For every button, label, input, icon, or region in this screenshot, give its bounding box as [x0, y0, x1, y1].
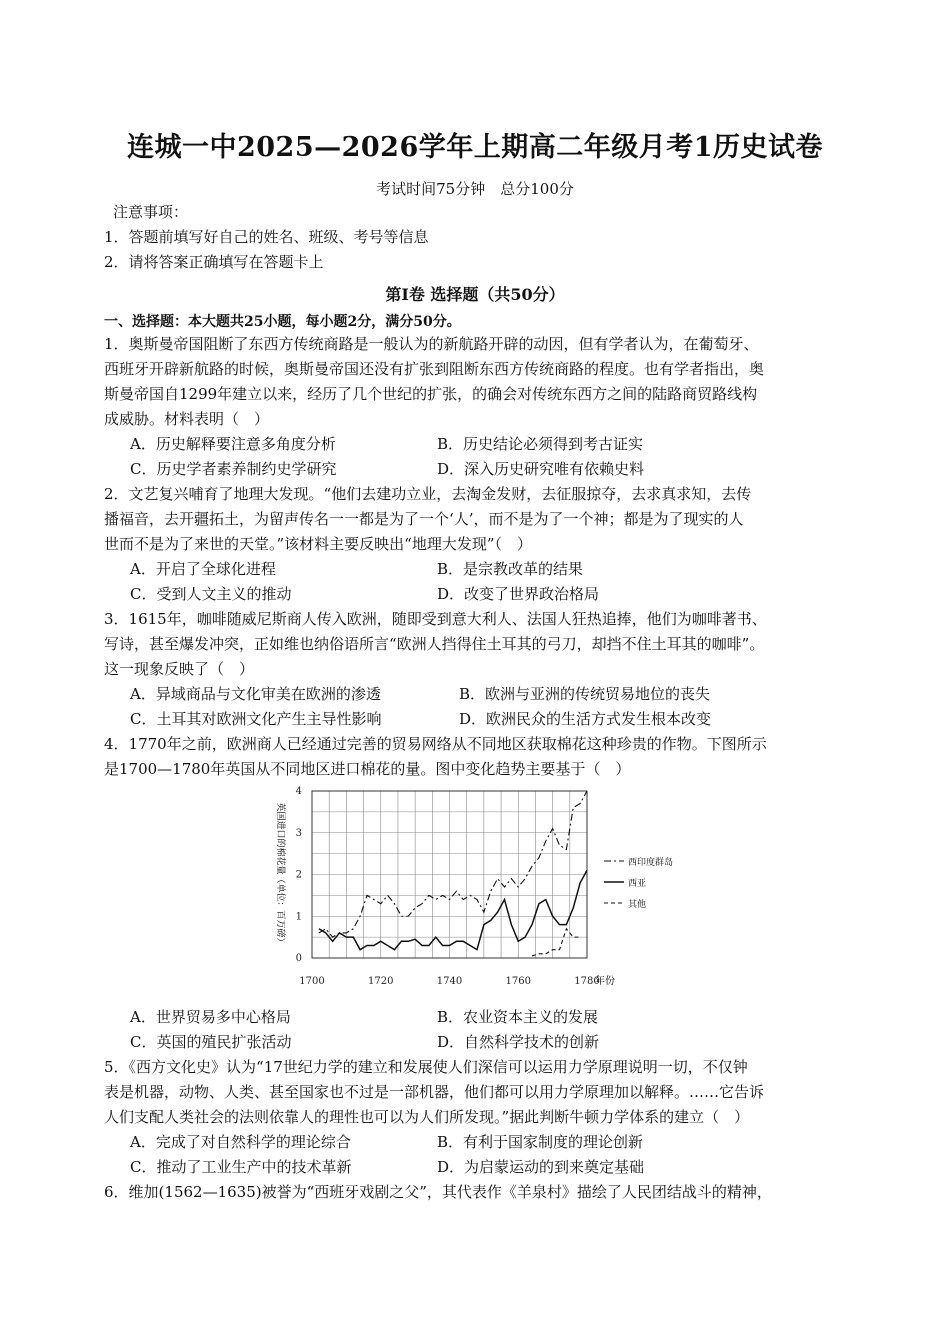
chart-legend-label: 西印度群岛 — [628, 858, 674, 868]
chart-y-tick-label: 3 — [295, 827, 302, 839]
question-3-text: 这一现象反映了（ ） — [104, 660, 255, 678]
chart-y-axis-label: 英国进口的棉花量（单位：百万磅） — [275, 802, 285, 947]
question-4-option-a: A．世界贸易多中心格局 — [130, 1008, 291, 1026]
question-3-option-b: B．欧洲与亚洲的传统贸易地位的丧失 — [459, 685, 711, 703]
question-1-option-a: A．历史解释要注意多角度分析 — [130, 435, 336, 453]
section-title: 第I卷 选择题（共50分） — [385, 285, 565, 304]
question-2-option-b: B．是宗教改革的结果 — [437, 560, 584, 578]
note-item: 1．答题前填写好自己的姓名、班级、考号等信息 — [104, 228, 429, 246]
chart-y-tick-label: 1 — [295, 911, 302, 923]
question-3-text: 写诗，甚至爆发冲突，正如维也纳俗语所言“欧洲人挡得住土耳其的弓刀，却挡不住土耳其的咖啡”。 — [104, 635, 765, 653]
question-5-text: 表是机器，动物、人类、甚至国家也不过是一部机器，他们都可以用力学原理加以解释。……它告诉 — [104, 1083, 765, 1101]
question-1-option-c: C．历史学者素养制约史学研究 — [130, 460, 337, 478]
chart-y-tick-label: 0 — [295, 953, 302, 964]
question-3-option-c: C．土耳其对欧洲文化产生主导性影响 — [130, 710, 382, 728]
chart-y-tick-label: 2 — [295, 869, 302, 881]
question-4-text: 4．1770年之前，欧洲商人已经通过完善的贸易网络从不同地区获取棉花这种珍贵的作物。下图所示 — [104, 735, 767, 753]
chart-x-tick-label: 1780 — [574, 976, 600, 987]
question-1-text: 1．奥斯曼帝国阻断了东西方传统商路是一般认为的新航路开辟的动因，但有学者认为，在葡萄牙、 — [104, 335, 759, 353]
question-3-option-a: A．异域商品与文化审美在欧洲的渗透 — [130, 685, 381, 703]
chart-series-line-1 — [319, 791, 587, 937]
question-5-option-a: A．完成了对自然科学的理论综合 — [130, 1133, 351, 1151]
question-1-text: 成威胁。材料表明（ ） — [104, 410, 270, 428]
question-3-option-d: D．欧洲民众的生活方式发生根本改变 — [459, 710, 712, 728]
question-2-option-c: C．受到人文主义的推动 — [130, 585, 292, 603]
question-4-option-b: B．农业资本主义的发展 — [437, 1008, 599, 1026]
question-5-option-b: B．有利于国家制度的理论创新 — [437, 1133, 644, 1151]
chart-x-tick-label: 1740 — [436, 976, 463, 987]
question-5-option-c: C．推动了工业生产中的技术革新 — [130, 1158, 352, 1176]
chart-x-tick-label: 1720 — [368, 976, 394, 987]
question-4-option-d: D．自然科学技术的创新 — [437, 1033, 600, 1051]
note-item: 2．请将答案正确填写在答题卡上 — [104, 253, 324, 271]
question-2-text: 世而不是为了来世的天堂。”该材料主要反映出“地理大发现”（ ） — [104, 535, 533, 553]
chart-series-line-3 — [532, 929, 580, 956]
question-6-text: 6．维加(1562—1635)被誉为“西班牙戏剧之父”，其代表作《羊泉村》描绘了人民团结战斗的精神， — [104, 1183, 772, 1201]
notes-heading: 注意事项： — [113, 203, 189, 221]
question-1-text: 西班牙开辟新航路的时候，奥斯曼帝国还没有扩张到阻断东西方传统商路的程度。也有学者指出，奥 — [104, 360, 765, 378]
question-1-option-d: D．深入历史研究唯有依赖史料 — [437, 460, 645, 478]
exam-time-info: 考试时间75分钟 总分100分 — [376, 180, 574, 198]
chart-x-axis-label: 年份 — [595, 976, 615, 987]
cotton-import-chart — [262, 783, 702, 998]
question-2-option-d: D．改变了世界政治格局 — [437, 585, 600, 603]
chart-legend-label: 西亚 — [628, 879, 647, 889]
question-2-option-a: A．开启了全球化进程 — [130, 560, 276, 578]
chart-x-tick-label: 1760 — [505, 976, 531, 987]
chart-legend-label: 其他 — [628, 900, 647, 910]
chart-y-tick-label: 4 — [295, 786, 302, 797]
page-title: 连城一中2025—2026学年上期高二年级月考1历史试卷 — [126, 132, 824, 163]
question-1-text: 斯曼帝国自1299年建立以来，经历了几个世纪的扩张，的确会对传统东西方之间的陆路商贸路线构 — [104, 385, 758, 403]
question-5-text: 人们支配人类社会的法则依靠人的理性也可以为人们所发现。”据此判断牛顿力学体系的建立（ ） — [104, 1108, 750, 1126]
question-4-option-c: C．英国的殖民扩张活动 — [130, 1033, 292, 1051]
question-1-option-b: B．历史结论必须得到考古证实 — [437, 435, 644, 453]
question-2-text: 2．文艺复兴哺育了地理大发现。“他们去建功立业，去淘金发财，去征服掠夺，去求真求知，去传 — [104, 485, 752, 503]
question-3-text: 3．1615年，咖啡随威尼斯商人传入欧洲，随即受到意大利人、法国人狂热追捧，他们为咖啡著书、 — [104, 610, 767, 628]
question-2-text: 播福音，去开疆拓土，为留声传名一一都是为了一个‘人’，而不是为了一个神；都是为了现实的人 — [104, 510, 744, 528]
chart-series-line-2 — [319, 870, 587, 949]
section-instruction: 一、选择题：本大题共25小题，每小题2分，满分50分。 — [104, 314, 461, 330]
question-5-text: 5．《西方文化史》认为“17世纪力学的建立和发展使人们深信可以运用力学原理说明一切，不仅钟 — [104, 1058, 748, 1076]
question-4-text: 是1700—1780年英国从不同地区进口棉花的量。图中变化趋势主要基于（ ） — [104, 760, 631, 778]
chart-x-tick-label: 1700 — [299, 976, 325, 987]
question-5-option-d: D．为启蒙运动的到来奠定基础 — [437, 1158, 645, 1176]
